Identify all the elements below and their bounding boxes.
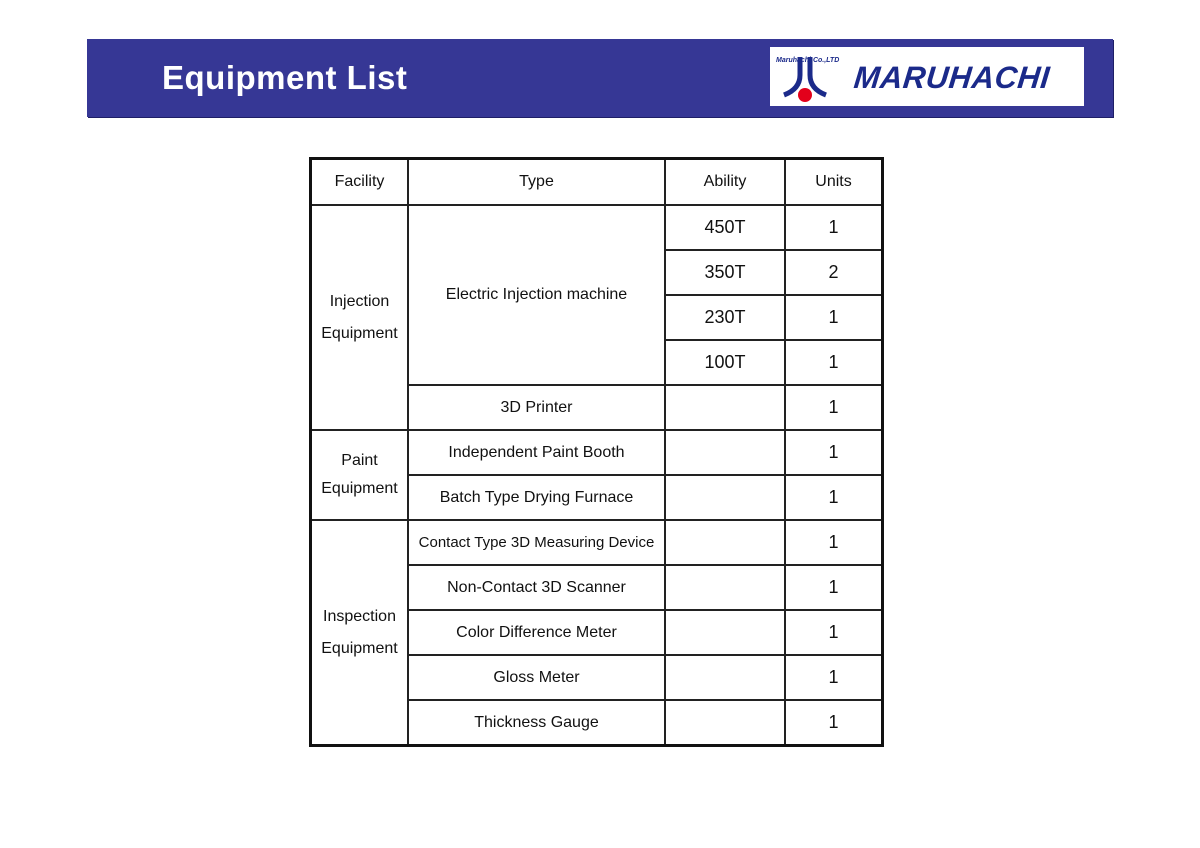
company-logo [770,47,1084,106]
logo-wordmark: MARUHACHI [852,60,1052,95]
ability-cell [665,610,785,655]
ability-cell [665,475,785,520]
ability-cell [665,655,785,700]
type-cell: Color Difference Meter [408,610,665,655]
ability-cell [665,565,785,610]
ability-cell [665,520,785,565]
facility-label: Injection [329,292,390,310]
facility-label: Inspection [323,607,396,625]
type-cell: Gloss Meter [408,655,665,700]
table-row [311,520,883,565]
facility-label: Equipment [321,480,398,497]
units-cell: 1 [785,295,883,340]
header-ability: Ability [665,159,785,206]
ability-cell [665,385,785,430]
header-type: Type [408,159,665,206]
ability-cell: 100T [665,340,785,385]
table-row [311,430,883,475]
units-cell: 1 [785,205,883,250]
ability-cell: 450T [665,205,785,250]
header-bar [87,39,1113,117]
facility-cell [311,430,409,520]
type-cell: Contact Type 3D Measuring Device [408,520,665,565]
type-cell: Batch Type Drying Furnace [408,475,665,520]
units-cell: 1 [785,385,883,430]
units-cell: 2 [785,250,883,295]
header-units: Units [785,159,883,206]
logo-company-text: Maruhachi.Co.,LTD [776,57,840,64]
units-cell: 1 [785,700,883,746]
ability-cell: 350T [665,250,785,295]
table-row [311,205,883,250]
type-cell: Non-Contact 3D Scanner [408,565,665,610]
type-cell: 3D Printer [408,385,665,430]
ability-cell [665,430,785,475]
table-header-row [311,159,883,206]
ability-cell [665,700,785,746]
units-cell: 1 [785,475,883,520]
page-title: Equipment List [162,59,408,96]
header-facility: Facility [311,159,409,206]
type-cell: Electric Injection machine [408,205,665,385]
units-cell: 1 [785,565,883,610]
facility-label: Equipment [321,639,398,657]
type-cell: Thickness Gauge [408,700,665,746]
facility-label: Equipment [321,324,398,342]
units-cell: 1 [785,430,883,475]
units-cell: 1 [785,520,883,565]
units-cell: 1 [785,655,883,700]
units-cell: 1 [785,340,883,385]
facility-cell [311,520,409,746]
units-cell: 1 [785,610,883,655]
facility-label: Paint [341,452,378,469]
ability-cell: 230T [665,295,785,340]
equipment-table [309,157,884,747]
type-cell: Independent Paint Booth [408,430,665,475]
facility-cell [311,205,409,430]
